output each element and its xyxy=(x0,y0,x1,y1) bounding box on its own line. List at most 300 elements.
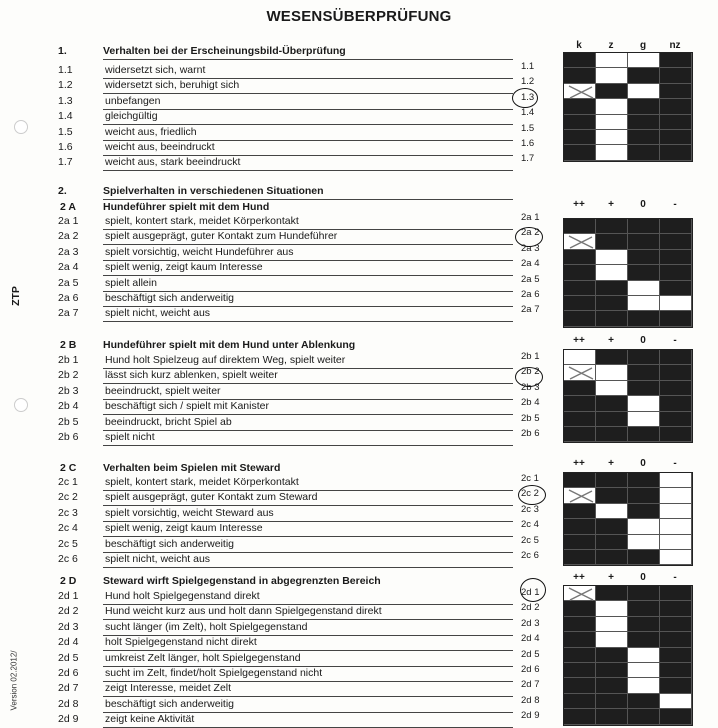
item-code: 1.5 xyxy=(521,122,535,134)
rating-cell-blocked xyxy=(660,99,692,114)
rating-cell-blocked xyxy=(660,281,692,296)
rating-cell-blocked xyxy=(596,488,628,503)
item-description: zeigt keine Aktivität xyxy=(105,713,195,726)
item-code: 2a 3 xyxy=(521,242,540,254)
item-description: beschäftigt sich anderweitig xyxy=(105,292,234,304)
pen-circle-mark xyxy=(515,227,543,247)
rating-cell[interactable] xyxy=(596,265,628,280)
rating-column-header: ++ xyxy=(573,335,585,346)
item-code: 2a 6 xyxy=(521,289,540,300)
rating-cell-blocked xyxy=(660,265,692,280)
item-number: 2a 2 xyxy=(58,230,79,243)
item-number: 2d 8 xyxy=(58,697,79,710)
rating-cell-blocked xyxy=(628,504,660,519)
rating-cell-blocked xyxy=(660,84,692,99)
rating-cell-blocked xyxy=(660,381,692,396)
rating-cell-blocked xyxy=(628,473,660,488)
rating-column-header: ++ xyxy=(573,572,585,583)
pen-circle-mark xyxy=(518,485,546,505)
item-description: widersetzt sich, warnt xyxy=(105,64,206,76)
rating-cell-blocked xyxy=(628,145,660,160)
item-number: 2a 7 xyxy=(58,307,79,320)
rating-cell-blocked xyxy=(596,281,628,296)
rating-column-header: 0 xyxy=(640,572,646,583)
rating-cell-blocked xyxy=(628,365,660,380)
rating-cell[interactable] xyxy=(564,234,596,249)
rating-cell-blocked xyxy=(628,115,660,130)
section-title-underline xyxy=(103,59,513,60)
item-code: 2d 2 xyxy=(521,602,540,614)
rating-cell-blocked xyxy=(564,396,596,411)
rating-grid xyxy=(563,52,693,162)
item-number: 2c 1 xyxy=(58,476,78,488)
rating-cell-blocked xyxy=(628,350,660,365)
item-number: 2d 4 xyxy=(58,636,79,649)
rating-cell-blocked xyxy=(596,550,628,565)
item-code: 2d 6 xyxy=(521,664,540,675)
item-description: spielt, kontert stark, meidet Körperkontakt xyxy=(105,215,299,227)
rating-cell-blocked xyxy=(564,412,596,427)
item-description: sucht im Zelt, findet/holt Spielgegenstand nicht xyxy=(105,667,323,679)
item-description: Hund weicht kurz aus und holt dann Spielgegenstand direkt xyxy=(105,605,382,618)
item-underline xyxy=(103,275,513,276)
item-description: umkreist Zelt länger, holt Spielgegenstand xyxy=(105,651,301,664)
item-number: 2c 2 xyxy=(58,491,78,504)
item-description: widersetzt sich, beruhigt sich xyxy=(105,79,240,92)
item-number: 2a 4 xyxy=(58,261,79,274)
side-label: ZTP xyxy=(9,286,22,306)
item-description: beschäftigt sich anderweitig xyxy=(105,697,234,710)
rating-column-header: + xyxy=(608,335,614,346)
rating-cell-blocked xyxy=(628,68,660,83)
rating-column-header: k xyxy=(576,40,582,51)
rating-column-header: nz xyxy=(669,40,681,51)
subsection-number: 2 C xyxy=(60,462,77,474)
rating-cell-blocked xyxy=(564,535,596,550)
rating-cell-blocked xyxy=(628,488,660,503)
rating-cell-blocked xyxy=(660,601,692,616)
item-number: 2a 3 xyxy=(58,245,79,258)
rating-cell[interactable] xyxy=(660,504,692,519)
section-number: 1. xyxy=(58,45,67,57)
item-description: beschäftigt sich / spielt mit Kanister xyxy=(105,400,269,413)
rating-cell-blocked xyxy=(564,694,596,709)
item-number: 2d 2 xyxy=(58,605,79,618)
rating-cell-blocked xyxy=(660,427,692,442)
item-description: weicht aus, stark beeindruckt xyxy=(105,156,241,169)
rating-cell[interactable] xyxy=(564,488,596,503)
rating-cell-blocked xyxy=(596,694,628,709)
rating-cell-blocked xyxy=(660,53,692,68)
item-code: 2c 1 xyxy=(521,473,539,484)
rating-cell-blocked xyxy=(564,632,596,647)
item-number: 2b 4 xyxy=(58,400,79,413)
rating-cell[interactable] xyxy=(628,84,660,99)
rating-column-header: ++ xyxy=(573,199,585,210)
subsection-number: 2 D xyxy=(60,575,77,587)
rating-cell[interactable] xyxy=(628,412,660,427)
rating-cell-blocked xyxy=(564,678,596,693)
item-number: 1.7 xyxy=(58,156,73,169)
rating-grid xyxy=(563,349,693,443)
item-code: 1.4 xyxy=(521,107,535,119)
rating-cell[interactable] xyxy=(596,53,628,68)
item-code: 2d 7 xyxy=(521,679,540,691)
rating-cell-blocked xyxy=(596,234,628,249)
item-code: 2c 3 xyxy=(521,503,539,515)
item-number: 2c 3 xyxy=(58,506,78,519)
item-code: 2d 8 xyxy=(521,694,540,706)
rating-cell[interactable] xyxy=(660,473,692,488)
rating-cell-blocked xyxy=(660,350,692,365)
rating-cell-blocked xyxy=(564,296,596,311)
rating-cell-blocked xyxy=(628,586,660,601)
item-description: weicht aus, beeindruckt xyxy=(105,141,215,153)
rating-column-header: g xyxy=(639,40,647,51)
rating-cell-blocked xyxy=(628,709,660,724)
rating-cell-blocked xyxy=(596,412,628,427)
subsection-title: Verhalten beim Spielen mit Steward xyxy=(103,462,281,474)
rating-cell[interactable] xyxy=(564,84,596,99)
item-description: unbefangen xyxy=(105,94,161,107)
rating-cell[interactable] xyxy=(660,694,692,709)
rating-cell-blocked xyxy=(660,130,692,145)
rating-grid xyxy=(563,218,693,328)
item-description: spielt allein xyxy=(105,276,157,289)
pen-circle-mark xyxy=(515,367,543,387)
subsection-number: 2 B xyxy=(60,339,77,351)
rating-cell-blocked xyxy=(660,250,692,265)
rating-cell-blocked xyxy=(660,632,692,647)
rating-cell[interactable] xyxy=(564,586,596,601)
rating-cell-blocked xyxy=(596,586,628,601)
item-underline xyxy=(103,93,513,94)
rating-cell-blocked xyxy=(660,617,692,632)
rating-cell-blocked xyxy=(628,694,660,709)
item-number: 2b 1 xyxy=(58,354,79,366)
item-code: 2b 3 xyxy=(521,381,540,393)
rating-cell-blocked xyxy=(628,311,660,326)
rating-cell[interactable] xyxy=(628,678,660,693)
rating-cell[interactable] xyxy=(596,381,628,396)
item-code: 2b 4 xyxy=(521,397,540,409)
item-description: Hund holt Spielgegenstand direkt xyxy=(105,590,260,602)
item-code: 2b 1 xyxy=(521,351,540,362)
item-underline xyxy=(103,445,513,446)
rating-cell[interactable] xyxy=(660,519,692,534)
rating-column-header: - xyxy=(673,199,677,210)
rating-cell-blocked xyxy=(628,601,660,616)
item-code: 1.6 xyxy=(521,138,535,149)
item-number: 2d 1 xyxy=(58,590,79,602)
item-description: spielt nicht, weicht aus xyxy=(105,307,211,320)
item-description: gleichgültig xyxy=(105,110,158,123)
item-underline xyxy=(103,321,513,322)
rating-cell-blocked xyxy=(628,265,660,280)
rating-cell-blocked xyxy=(596,296,628,311)
item-underline xyxy=(103,430,513,431)
subsection-title: Hundeführer spielt mit dem Hund xyxy=(103,201,270,213)
item-description: spielt ausgeprägt, guter Kontakt zum Hundeführer xyxy=(105,230,338,243)
item-description: spielt vorsichtig, weicht Steward aus xyxy=(105,506,274,519)
rating-cell-blocked xyxy=(564,427,596,442)
rating-cell-blocked xyxy=(564,709,596,724)
page-title: WESENSÜBERPRÜFUNG xyxy=(266,8,452,25)
punch-hole xyxy=(14,398,28,412)
item-code: 2c 2 xyxy=(521,488,539,500)
section-title-underline xyxy=(103,199,513,200)
item-number: 2b 5 xyxy=(58,415,79,428)
rating-cell-blocked xyxy=(564,311,596,326)
rating-cell-blocked xyxy=(628,632,660,647)
rating-cell-blocked xyxy=(564,663,596,678)
rating-grid xyxy=(563,472,693,566)
rating-cell-blocked xyxy=(628,130,660,145)
rating-cell-blocked xyxy=(660,145,692,160)
rating-cell-blocked xyxy=(628,550,660,565)
rating-cell-blocked xyxy=(564,68,596,83)
rating-column-header: + xyxy=(608,199,614,210)
rating-cell-blocked xyxy=(564,281,596,296)
rating-cell[interactable] xyxy=(596,632,628,647)
item-underline xyxy=(103,567,513,568)
item-description: sucht länger (im Zelt), holt Spielgegenstand xyxy=(105,620,308,633)
rating-column-header: - xyxy=(673,335,677,346)
rating-column-header: 0 xyxy=(640,335,646,346)
rating-cell[interactable] xyxy=(596,99,628,114)
item-number: 2c 4 xyxy=(58,522,78,535)
rating-cell[interactable] xyxy=(628,396,660,411)
rating-cell[interactable] xyxy=(596,115,628,130)
rating-cell-blocked xyxy=(596,427,628,442)
item-code: 2c 6 xyxy=(521,550,539,561)
rating-column-header: - xyxy=(673,572,677,583)
rating-cell[interactable] xyxy=(596,617,628,632)
item-number: 2d 6 xyxy=(58,667,79,679)
rating-cell-blocked xyxy=(628,234,660,249)
rating-cell[interactable] xyxy=(628,535,660,550)
item-code: 2b 5 xyxy=(521,412,540,424)
rating-cell[interactable] xyxy=(628,281,660,296)
item-underline xyxy=(103,109,513,110)
rating-cell-blocked xyxy=(564,601,596,616)
rating-cell-blocked xyxy=(564,219,596,234)
rating-cell-blocked xyxy=(660,648,692,663)
item-number: 1.5 xyxy=(58,125,73,138)
item-number: 2d 3 xyxy=(58,620,79,633)
version-label: Version 02.2012/ xyxy=(9,650,19,711)
rating-cell-blocked xyxy=(628,250,660,265)
item-underline xyxy=(103,170,513,171)
item-number: 1.1 xyxy=(58,64,73,76)
rating-cell[interactable] xyxy=(660,550,692,565)
item-description: spielt wenig, zeigt kaum Interesse xyxy=(105,522,263,535)
rating-cell-blocked xyxy=(596,709,628,724)
item-code: 1.7 xyxy=(521,153,535,165)
rating-cell[interactable] xyxy=(628,648,660,663)
rating-cell-blocked xyxy=(660,365,692,380)
item-code: 1.2 xyxy=(521,76,535,88)
item-number: 2a 1 xyxy=(58,215,79,227)
item-code: 2b 2 xyxy=(521,366,540,378)
item-number: 2b 6 xyxy=(58,431,79,443)
rating-column-header: - xyxy=(673,458,677,469)
subsection-title: Steward wirft Spielgegenstand in abgegrenzten Bereich xyxy=(103,575,381,587)
item-number: 1.4 xyxy=(58,110,73,123)
item-description: spielt wenig, zeigt kaum Interesse xyxy=(105,261,263,274)
rating-cell[interactable] xyxy=(564,365,596,380)
item-code: 2d 9 xyxy=(521,710,540,722)
rating-cell-blocked xyxy=(564,265,596,280)
item-description: beeindruckt, bricht Spiel ab xyxy=(105,415,232,428)
item-number: 2d 7 xyxy=(58,682,79,695)
item-code: 2d 1 xyxy=(521,587,540,598)
section-title: Verhalten bei der Erscheinungsbild-Überprüfung xyxy=(103,45,346,57)
rating-column-header: 0 xyxy=(640,458,646,469)
item-number: 1.2 xyxy=(58,79,73,92)
item-number: 2a 5 xyxy=(58,276,79,289)
item-code: 2a 7 xyxy=(521,304,540,316)
rating-cell-blocked xyxy=(660,678,692,693)
rating-cell-blocked xyxy=(660,396,692,411)
rating-cell-blocked xyxy=(564,145,596,160)
item-code: 2c 4 xyxy=(521,519,539,531)
item-code: 2d 5 xyxy=(521,648,540,660)
rating-cell[interactable] xyxy=(660,296,692,311)
item-description: spielt nicht, weicht aus xyxy=(105,553,211,565)
rating-cell-blocked xyxy=(660,709,692,724)
rating-cell-blocked xyxy=(660,311,692,326)
section-number: 2. xyxy=(58,185,67,197)
item-description: zeigt Interesse, meidet Zelt xyxy=(105,682,232,695)
rating-cell-blocked xyxy=(660,68,692,83)
item-code: 2d 3 xyxy=(521,617,540,629)
item-description: beeindruckt, spielt weiter xyxy=(105,384,221,397)
rating-column-header: 0 xyxy=(640,199,646,210)
item-code: 1.1 xyxy=(521,61,535,72)
rating-cell-blocked xyxy=(628,427,660,442)
rating-cell[interactable] xyxy=(660,535,692,550)
rating-cell-blocked xyxy=(564,617,596,632)
item-code: 1.3 xyxy=(521,91,535,103)
item-code: 2a 2 xyxy=(521,227,540,239)
rating-cell[interactable] xyxy=(628,519,660,534)
punch-hole xyxy=(14,120,28,134)
rating-cell-blocked xyxy=(596,519,628,534)
rating-cell-blocked xyxy=(596,648,628,663)
item-description: beschäftigt sich anderweitig xyxy=(105,537,234,550)
item-code: 2d 4 xyxy=(521,633,540,645)
item-code: 2a 5 xyxy=(521,273,540,285)
item-description: weicht aus, friedlich xyxy=(105,125,197,138)
item-description: spielt nicht xyxy=(105,431,155,443)
rating-cell[interactable] xyxy=(596,601,628,616)
rating-cell-blocked xyxy=(628,99,660,114)
rating-column-header: + xyxy=(608,572,614,583)
rating-grid xyxy=(563,585,693,726)
rating-cell[interactable] xyxy=(628,296,660,311)
rating-cell-blocked xyxy=(660,115,692,130)
item-number: 2c 6 xyxy=(58,553,78,565)
rating-cell-blocked xyxy=(660,586,692,601)
item-description: holt Spielgegenstand nicht direkt xyxy=(105,636,257,649)
rating-cell-blocked xyxy=(564,99,596,114)
rating-cell-blocked xyxy=(564,648,596,663)
rating-cell-blocked xyxy=(596,219,628,234)
rating-cell-blocked xyxy=(660,234,692,249)
item-code: 2c 5 xyxy=(521,534,539,546)
rating-cell-blocked xyxy=(596,473,628,488)
rating-cell-blocked xyxy=(596,396,628,411)
item-description: spielt ausgeprägt, guter Kontakt zum Steward xyxy=(105,491,318,504)
item-description: lässt sich kurz ablenken, spielt weiter xyxy=(105,369,278,382)
rating-cell[interactable] xyxy=(628,663,660,678)
subsection-title: Hundeführer spielt mit dem Hund unter Ablenkung xyxy=(103,339,356,351)
rating-column-header: + xyxy=(608,458,614,469)
rating-cell-blocked xyxy=(596,678,628,693)
item-number: 2c 5 xyxy=(58,537,78,550)
item-code: 2b 6 xyxy=(521,428,540,439)
item-number: 1.3 xyxy=(58,94,73,107)
rating-cell[interactable] xyxy=(660,488,692,503)
rating-cell-blocked xyxy=(596,311,628,326)
item-code: 2a 4 xyxy=(521,258,540,270)
item-code: 2a 1 xyxy=(521,212,540,223)
section-title: Spielverhalten in verschiedenen Situationen xyxy=(103,185,324,197)
rating-cell-blocked xyxy=(660,663,692,678)
rating-cell[interactable] xyxy=(628,53,660,68)
rating-cell-blocked xyxy=(564,130,596,145)
item-number: 2b 3 xyxy=(58,384,79,397)
rating-column-header: ++ xyxy=(573,458,585,469)
rating-cell-blocked xyxy=(564,53,596,68)
rating-cell-blocked xyxy=(564,504,596,519)
item-number: 2d 9 xyxy=(58,713,79,726)
pen-circle-mark xyxy=(512,88,538,108)
rating-cell[interactable] xyxy=(596,145,628,160)
item-description: spielt vorsichtig, weicht Hundeführer aus xyxy=(105,245,294,258)
rating-cell-blocked xyxy=(596,84,628,99)
rating-cell-blocked xyxy=(564,550,596,565)
item-description: Hund holt Spielzeug auf direktem Weg, spielt weiter xyxy=(105,354,346,366)
subsection-number: 2 A xyxy=(60,201,76,213)
rating-cell[interactable] xyxy=(596,365,628,380)
rating-cell[interactable] xyxy=(564,350,596,365)
rating-cell-blocked xyxy=(564,473,596,488)
rating-cell-blocked xyxy=(596,350,628,365)
rating-cell-blocked xyxy=(660,412,692,427)
item-description: spielt, kontert stark, meidet Körperkontakt xyxy=(105,476,299,488)
rating-column-header: z xyxy=(608,40,614,51)
rating-cell-blocked xyxy=(596,663,628,678)
item-number: 2d 5 xyxy=(58,651,79,664)
rating-cell-blocked xyxy=(564,519,596,534)
rating-cell-blocked xyxy=(628,617,660,632)
rating-cell-blocked xyxy=(596,535,628,550)
rating-cell[interactable] xyxy=(596,504,628,519)
rating-cell-blocked xyxy=(660,219,692,234)
pen-circle-mark xyxy=(520,578,546,602)
item-number: 1.6 xyxy=(58,141,73,153)
rating-cell-blocked xyxy=(564,250,596,265)
rating-cell-blocked xyxy=(564,381,596,396)
item-number: 2a 6 xyxy=(58,292,79,304)
item-number: 2b 2 xyxy=(58,369,79,382)
rating-cell-blocked xyxy=(628,381,660,396)
rating-cell[interactable] xyxy=(596,250,628,265)
rating-cell[interactable] xyxy=(596,130,628,145)
rating-cell[interactable] xyxy=(596,68,628,83)
